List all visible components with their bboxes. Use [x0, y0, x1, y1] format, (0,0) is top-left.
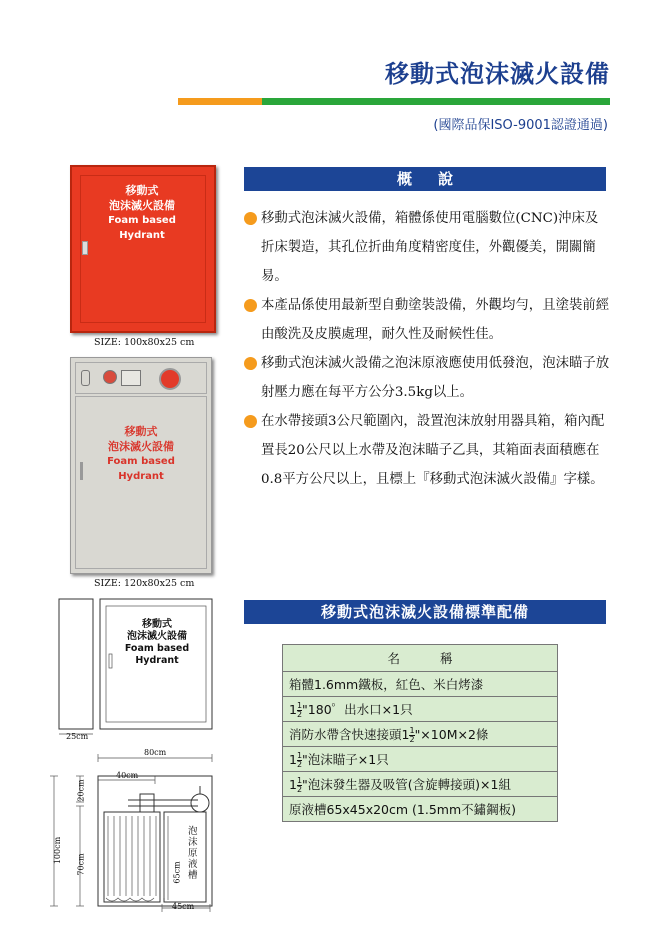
grey-cabinet-image: [70, 357, 212, 574]
button-panel-icon: [121, 370, 141, 386]
bullet-icon: [244, 212, 257, 225]
red-cabinet-size: SIZE: 100x80x25 cm: [94, 337, 195, 348]
tank-height-dimension: 65cm: [172, 861, 182, 884]
table-header-row: [283, 645, 558, 672]
bullet-icon: [244, 357, 257, 370]
accent-bar-orange: [178, 98, 262, 105]
overview-paragraph: 移動式泡沫滅火設備，箱體係使用電腦數位(CNC)沖床及折床製造，其孔位折曲角度精密度佳，外觀優美，開關簡易。: [244, 204, 610, 291]
red-cabinet-image: [70, 165, 216, 333]
handle-icon: [82, 241, 88, 255]
fraction: $\frac{1}{2}$: [296, 775, 303, 794]
fraction: $\frac{1}{2}$: [409, 725, 415, 744]
cabinet-label: 移動式 泡沫滅火設備 Foam based Hydrant: [107, 425, 175, 482]
bullet-icon: [244, 299, 257, 312]
table-row: 原液槽65x45x20cm (1.5mm不鏽鋼板): [283, 797, 558, 822]
fraction: $\frac{1}{2}$: [296, 700, 303, 719]
table-row: 1 $\frac{1}{2}$ "泡沫發生器及吸管(含旋轉接頭)×1組: [283, 772, 558, 797]
table-row: 消防水帶含快速接頭1 $\frac{1}{2}$ "×10M×2條: [283, 722, 558, 747]
overview-paragraph: 在水帶接頭3公尺範圍內，設置泡沫放射用器具箱，箱內配置長20公尺以上水帶及泡沫瞄子乙具，其箱面表面積應在0.8平方公尺以上，且標上『移動式泡沫滅火設備』字樣。: [244, 407, 610, 494]
standard-equipment-table: [282, 644, 558, 822]
indicator-light-icon: [103, 370, 117, 384]
standard-equipment-heading: 移動式泡沫滅火設備標準配備: [244, 600, 606, 624]
bullet-icon: [244, 415, 257, 428]
page-title: 移動式泡沫滅火設備: [385, 60, 610, 88]
side-view-outline: [59, 599, 93, 729]
table-row: 1 $\frac{1}{2}$ "泡沫瞄子×1只: [283, 747, 558, 772]
cabinet-label: 移動式 泡沫滅火設備 Foam based Hydrant: [108, 184, 176, 241]
hose-connector-icon: [191, 794, 209, 812]
handle-icon: [80, 462, 83, 480]
overview-paragraph: 移動式泡沫滅火設備之泡沫原液應使用低發泡，泡沫瞄子放射壓力應在每平方公分3.5kg以上。: [244, 349, 610, 407]
tank-label: 泡沫原液槽: [188, 826, 198, 881]
alarm-bell-icon: [159, 368, 181, 390]
fraction: $\frac{1}{2}$: [296, 750, 303, 769]
drawing-label: 移動式 泡沫滅火設備 Foam based Hydrant: [124, 619, 190, 666]
switch-icon: [81, 370, 90, 386]
accent-bar-green: [262, 98, 610, 105]
cabinet-top-panel: [75, 362, 207, 394]
overview-heading: 概說: [244, 167, 606, 191]
pipe-valve-icon: [140, 794, 154, 812]
interior-layout-drawing: [50, 748, 230, 918]
height-lower-dimension: 70cm: [76, 853, 86, 876]
side-depth-dimension: 25cm: [66, 732, 89, 741]
overview-text: [244, 204, 610, 494]
table-row: 1 $\frac{1}{2}$ "180゜出水口×1只: [283, 697, 558, 722]
table-row: 箱體1.6mm鐵板，紅色、米白烤漆: [283, 672, 558, 697]
tank-width-dimension: 45cm: [172, 902, 195, 911]
width-total-dimension: 80cm: [144, 748, 167, 757]
certification-note: (國際品保ISO-9001認證通過): [433, 118, 608, 133]
grey-cabinet-size: SIZE: 120x80x25 cm: [94, 578, 195, 589]
height-total-dimension: 100cm: [53, 836, 63, 865]
table-header-cell: 名稱: [283, 645, 558, 672]
width-left-dimension: 40cm: [116, 771, 139, 780]
overview-paragraph: 本產品係使用最新型自動塗裝設備，外觀均勻，且塗裝前經由酸洗及皮膜處理，耐久性及耐候性佳。: [244, 291, 610, 349]
height-top-dimension: 20cm: [76, 779, 86, 802]
